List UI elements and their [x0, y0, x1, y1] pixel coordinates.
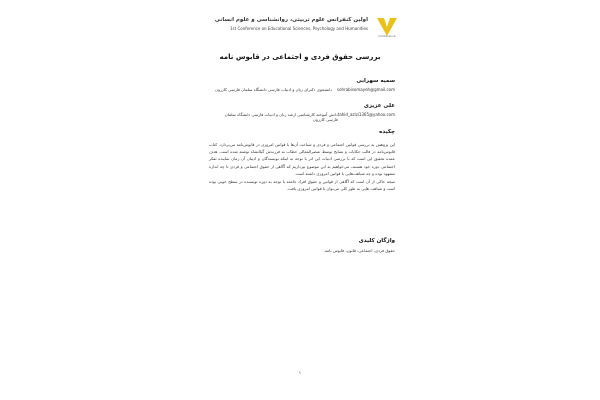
author-details — [215, 112, 395, 122]
author-affiliation: دانش آموخته کارشناسی ارشد زبان و ادبیات فارسی دانشگاه سلمان فارسی کازرون — [224, 112, 338, 122]
author-details — [215, 87, 395, 92]
abstract-body — [209, 141, 395, 193]
author-block — [215, 78, 395, 92]
keywords-heading: واژگان کلیدی — [358, 238, 395, 244]
paper-title: بررسی حقوق فردی و اجتماعی در قابوس نامه — [219, 53, 381, 61]
author-email[interactable]: sohrabisomayeh@gmail.com — [337, 87, 395, 92]
abstract-paragraph: نتیجه حاکی از آن است که آگاهی از قوانین و حقوق افراد جامعه با توجه به دوره نویسنده در سطح خوبی بوده است و شباهت هایی به طور کلی می‌توان با قوانین امروزی یافت. — [209, 179, 395, 192]
author-name: سمیه سهرابی — [356, 78, 395, 84]
conference-name-fa: اولین کنفرانس علوم تربیتی، روانشناسی و علوم انسانی — [214, 17, 368, 23]
page-number: ۱ — [298, 371, 302, 376]
logo-caption: Conference — [378, 34, 396, 38]
author-name: علی عزیزی — [363, 103, 395, 109]
conference-name-en: 1st Conference on Educational Sciences, Psychology and Humanities — [229, 26, 368, 31]
abstract-paragraph: این پژوهش به بررسی قوانین اجتماعی و فردی و شناخت آن‌ها با قوانین امروزی در قابوس‌نامه می‌پردازد. کتاب قابوس‌نامه در قالب حکایات و نصایح توسط عنصرالمعالی خطاب به فرزندش گیلانشاه نوشته شده است. هدف عمده تحقیق این است که با بررسی ادبیات این اثر با توجه به اینکه نویسندگان و ادیبان آن زمان نماینده تفکر اجتماعی دوره خود هستند، می‌خواهیم به این موضوع بپردازیم که آگاهی از حقوق اجتماعی و فردی تا چه اندازه مشهود بوده و چه شباهت‌هایی با قوانین امروزی داشته است. — [209, 142, 395, 176]
author-affiliation: دانشجوی دکترای زبان و ادبیات فارسی دانشگاه سلمان فارسی کازرون — [215, 87, 333, 92]
abstract-heading: چکیده — [379, 129, 395, 135]
author-block — [215, 103, 395, 122]
author-email[interactable]: tahid_azizi1365@yahoo.com — [337, 112, 395, 117]
conference-header — [215, 17, 368, 31]
keywords-text: حقوق فردی، اجتماعی، قانون، قابوس نامه. — [323, 248, 395, 253]
